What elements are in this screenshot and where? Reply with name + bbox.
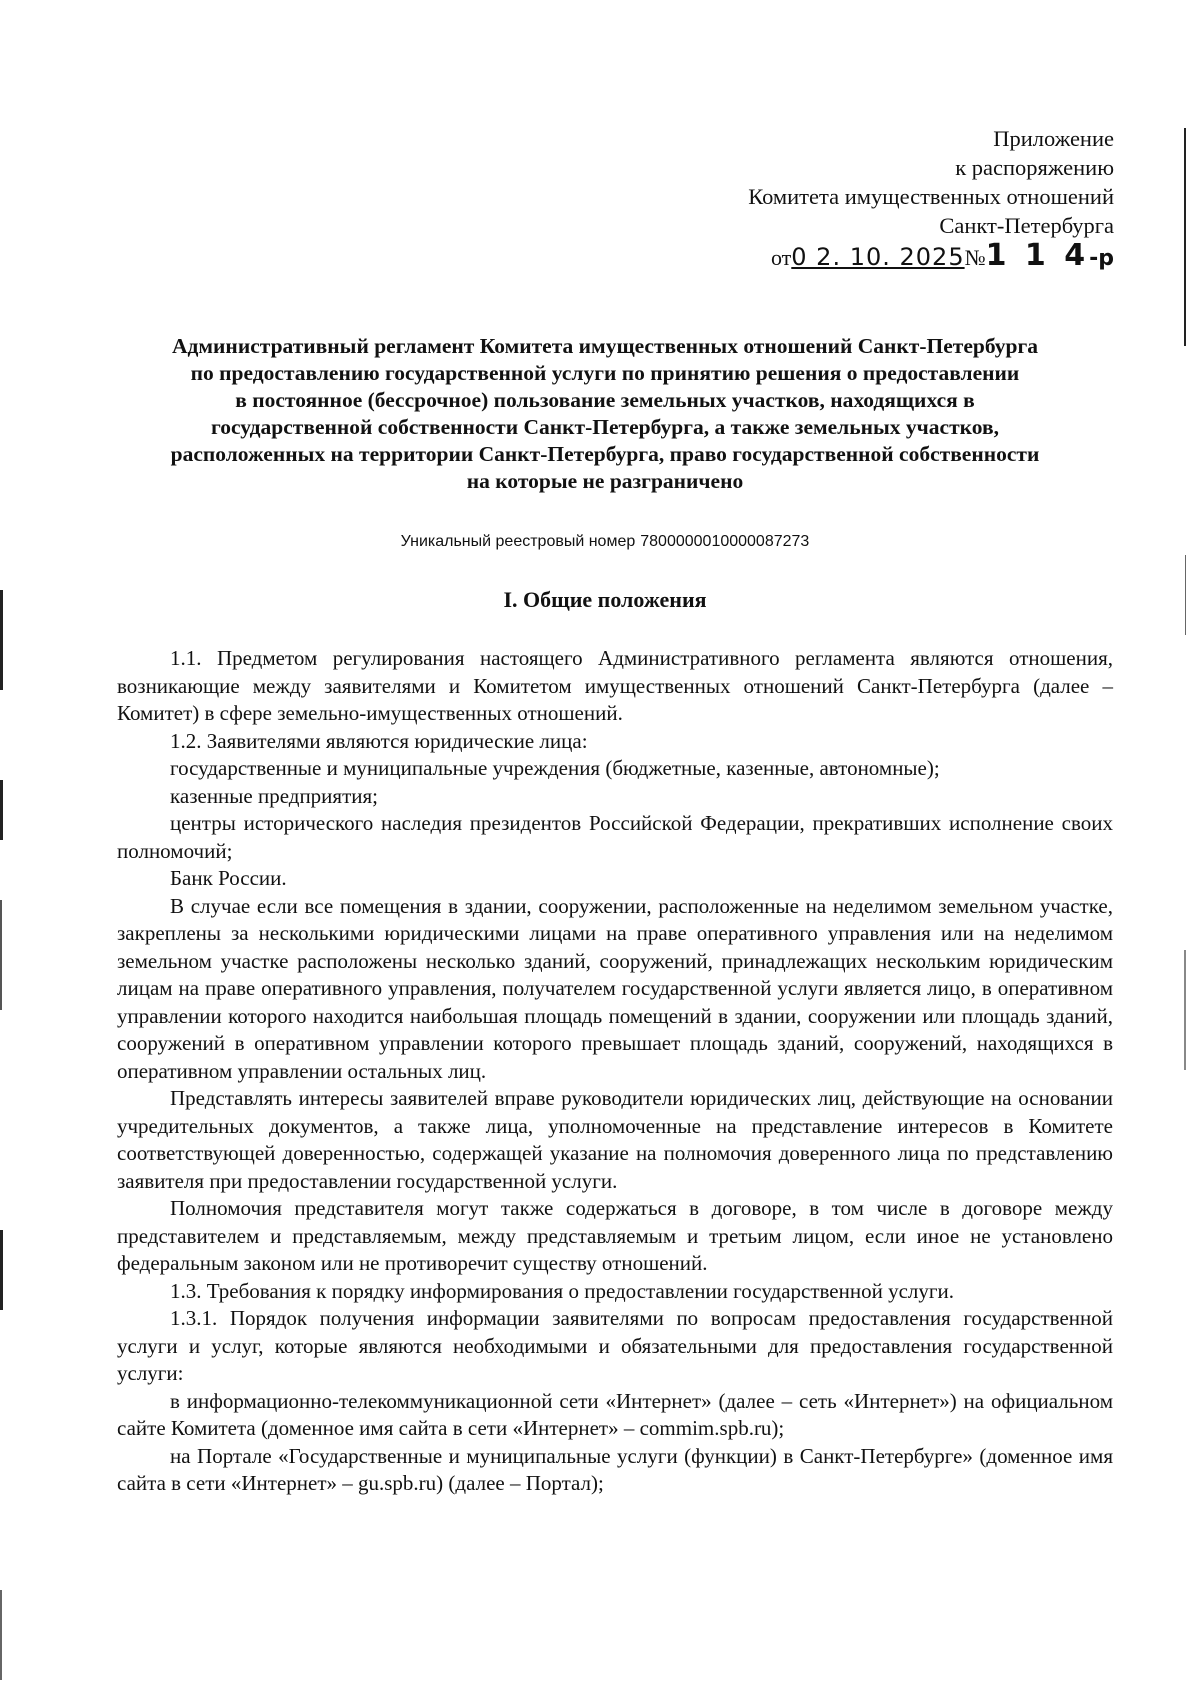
list-item: центры исторического наследия президентов Российской Федерации, прекративших исполнение своих полномочий; [117,811,1113,863]
order-prefix: от [770,245,792,270]
scan-edge-mark [0,590,3,690]
order-number: 1 1 4 [985,238,1090,273]
list-item: государственные и муниципальные учреждения (бюджетные, казенные, автономные); [170,756,940,780]
attachment-committee: Комитета имущественных отношений [748,184,1114,209]
document-title [110,333,1100,495]
title-line: расположенных на территории Санкт-Петербурга, право государственной собственности [170,442,1040,466]
paragraph-representatives: Представлять интересы заявителей вправе руководители юридических лиц, действующие на основании учредительных документов, а также лица, уполномоченные на представление интересов в Комитете соответствующей доверенностью, содержащей указание на полномочия доверенного лица по представлению заявителя при предоставлении государственной услуги. [117,1086,1113,1193]
scan-edge-mark [0,780,3,840]
paragraph-1-2: 1.2. Заявителями являются юридические лица: [170,728,588,753]
paragraph-1-3: 1.3. Требования к порядку информирования о предоставлении государственной услуги. [170,1278,954,1303]
list-item: на Портале «Государственные и муниципальные услуги (функции) в Санкт-Петербурге» (доменное имя сайта в сети «Интернет» – gu.spb.ru) (далее – Портал); [117,1443,1113,1495]
paragraph-operational-management: В случае если все помещения в здании, сооружении, расположенные на неделимом земельном участке, закреплены за несколькими юридическими лицами на праве оперативного управления или на неделимом земельном участке расположены несколько зданий, сооружений, принадлежащих нескольким юридическим лицам на праве оперативного управления, получателем государственной услуги является лицо, в оперативном управлении которого находится наибольшая площадь помещений в здании, сооружении или площадь зданий, сооружений в оперативном управлении которого превышает площадь зданий, сооружений, находящихся в оперативном управлении остальных лиц. [117,893,1113,1083]
scan-edge-mark [1184,950,1186,1070]
registry-number-line [110,532,1100,552]
title-line: государственной собственности Санкт-Петербурга, а также земельных участков, [211,415,999,439]
title-line: на которые не разграничено [466,469,744,493]
attachment-order-ref: к распоряжению [955,155,1114,180]
attachment-header [748,124,1114,273]
paragraph-powers: Полномочия представителя могут также содержаться в договоре, в том числе в договоре между представителем и представляемым, между представляемым и третьим лицом, если иное не установлено федеральным законом или не противоречит существу отношений. [117,1196,1113,1275]
scan-edge-mark [0,900,2,1010]
order-date: 0 2. 10. 2025 [791,243,965,271]
scan-edge-mark [1184,128,1186,346]
document-body [117,645,1113,1498]
scan-edge-mark [0,1590,2,1680]
title-line: в постоянное (бессрочное) пользование земельных участков, находящихся в [235,388,975,412]
attachment-city: Санкт-Петербурга [939,213,1114,238]
paragraph-1-1: 1.1. Предметом регулирования настоящего Административного регламента являются отношения, возникающие между заявителями и Комитетом имущественных отношений Санкт-Петербурга (далее – Комитет) в сфере земельно-имущественных отношений. [117,646,1113,725]
order-number-sign: № [964,245,986,270]
section-heading: I. Общие положения [503,587,707,612]
title-line: Административный регламент Комитета имущественных отношений Санкт-Петербурга [172,334,1038,358]
registry-label: Уникальный реестровый номер [400,533,636,550]
list-item: в информационно-телекоммуникационной сети «Интернет» (далее – сеть «Интернет») на официальном сайте Комитета (доменное имя сайта в сети «Интернет» – commim.spb.ru); [117,1388,1113,1440]
attachment-label: Приложение [993,126,1114,151]
order-date-number [748,238,1114,273]
registry-number: 7800000010000087273 [640,533,810,550]
list-item: казенные предприятия; [170,783,378,808]
scan-edge-mark [1185,555,1186,635]
order-suffix: -р [1089,246,1114,271]
paragraph-1-3-1: 1.3.1. Порядок получения информации заявителями по вопросам предоставления государственной услуги и услуг, которые являются необходимыми и обязательными для предоставления государственной услуги: [117,1306,1113,1385]
list-item: Банк России. [170,866,287,890]
title-line: по предоставлению государственной услуги по принятию решения о предоставлении [190,361,1020,385]
scan-edge-mark [0,1230,3,1310]
